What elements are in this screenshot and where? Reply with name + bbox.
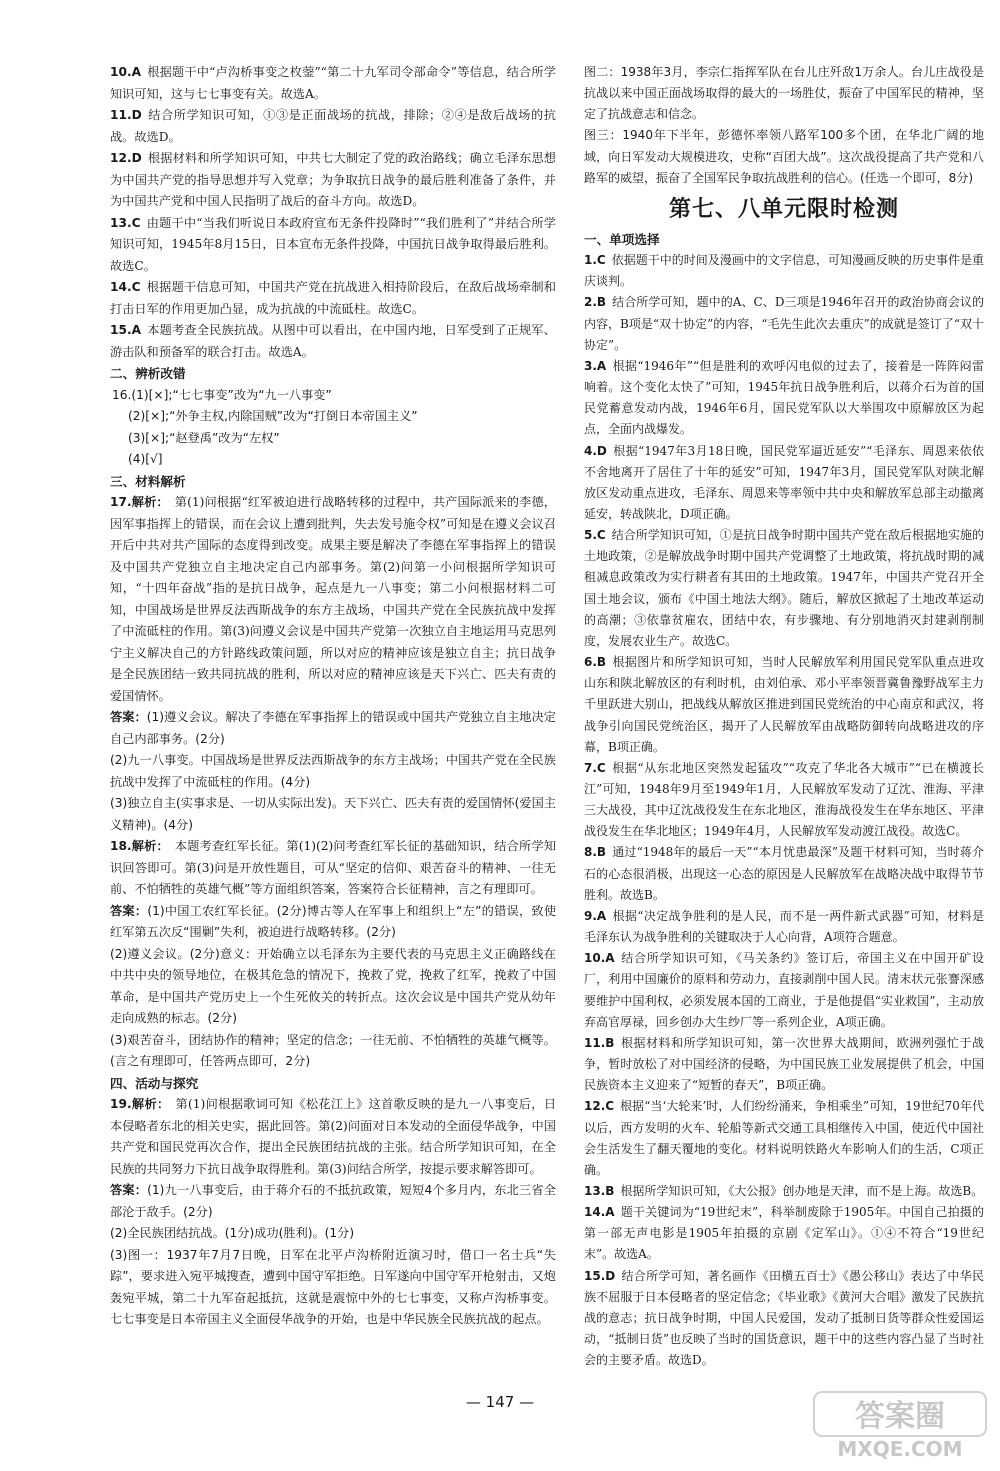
item-text: 结合所学知识可知，①是抗日战争时期中国共产党在敌后根据地实施的土地政策，②是解放战争时期中国共产党调整了土地政策，将抗战时期的减租减息政策改为实行耕者有其田的土地政策。1947年，中国共产党召开全国土地会议，颁布《中国土地法大纲》。随后，解放区掀起了土地改革运动的高潮；③依靠贫雇农，团结中农，有步骤地、有分别地消灭封建剥削制度，发展农业生产。故选C。 [584,528,984,648]
item-text: 根据“决定战争胜利的是人民，而不是一两件新式武器”可知，材料是毛泽东认为战争胜利的关键取决于人心向背，A项符合题意。 [584,908,984,945]
correction-line: 16.(1)[×];“七七事变”改为“九一八事变” [112,387,332,402]
item-number: 18.解析： [110,839,169,853]
item-number: 8.B [584,845,607,860]
answer-paragraph: (3)艰苦奋斗，团结协作的精神；坚定的信念；一往无前、不怕牺牲的英雄气概等。(言之有理即可，任答两点即可，2分) [110,1032,556,1068]
answer-label: 答案： [110,903,148,918]
item-number: 12.C [584,1099,615,1114]
left-column [110,62,556,1331]
item-text: 第(1)问根据歌词可知《松花江上》这首歌反映的是九一八事变后，日本侵略者东北的相关史实，据此回答。第(2)问面对日本发动的全面侵华战争，中国共产党和国民党再次合作，提出全民族团结抗战的主张。结合所学知识可知，在全民族的共同努力下抗日战争取得胜利。第(3)问结合所学，按提示要求解答即可。 [110,1097,557,1176]
answer-item [110,213,556,278]
answer-label: 答案： [110,1183,148,1197]
item-text: 结合所学可知，题中的A、C、D三项是1946年召开的政治协商会议的内容，B项是“双十协定”的内容，“毛先生此次去重庆”的成就是签订了“双十协定”。 [584,295,984,352]
answer-block [110,1180,556,1223]
item-number: 14.C [110,280,141,294]
item-number: 4.D [584,443,607,458]
item-number: 1.C [584,253,606,268]
item-number: 15.A [110,323,142,337]
item-text: 根据题干信息可知，中国共产党在抗战进入相持阶段后，在敌后战场牵制和打击日军的作用更加凸显，成为抗战的中流砥柱。故选C。 [110,280,556,316]
answer-item [584,250,984,292]
item-number: 2.B [584,295,607,310]
answer-paragraph: (2)遵义会议。(2分)意义：开始确立以毛泽东为主要代表的马克思主义正确路线在中共中央的领导地位，在极其危急的情况下，挽救了党，挽救了红军，挽救了中国革命，是中国共产党历史上一个生死攸关的转折点。这次会议是中国共产党从幼年走向成熟的标志。(2分) [110,946,556,1025]
answer-item [110,277,556,320]
item-text: 第(1)问根据“红军被迫进行战略转移的过程中，共产国际派来的李德，因军事指挥上的错误，而在会议上遭到批判，失去发号施令权”可知是在遵义会议召开后中共对共产国际的态度得到改变。成果主要是解决了李德在军事指挥上的错误及中国共产党独立自主地决定自己内部事务。第(2)问第一小问根据所学知识可知，“十四年奋战”指的是抗日战争，起点是九一八事变；第二小问根据材料二可知，中国战场是世界反法西斯战争的东方主战场，中国共产党在全民族抗战中发挥了中流砥柱的作用。第(3)问遵义会议是中国共产党第一次独立自主地运用马克思列宁主义解决自己的方针路线政策问题，所以对应的精神应该是独立自主；抗日战争是全民族团结一致共同抗战的胜利，所以对应的精神应该是天下兴亡、匹夫有责的爱国情怀。 [110,495,556,703]
section-heading: 一、单项选择 [584,231,660,247]
item-number: 5.C [584,528,606,543]
item-number: 13.C [110,215,141,230]
answer-item [110,320,556,363]
item-number: 17.解析： [110,495,169,509]
item-text: 题干关键词为“19世纪末”，科举制废除于1905年。中国自己拍摄的第一部无声电影是1905年拍摄的京剧《定军山》。①④不符合“19世纪末”。故选A。 [584,1205,984,1262]
item-text: 本题考查红军长征。第(1)(2)问考查红军长征的基础知识，结合所学知识回答即可。第(3)问是开放性题目，可从“坚定的信仰、艰苦奋斗的精神、一往无前、不怕牺牲的英雄气概”等方面组织答案，答案符合长征精神，言之有理即可。 [110,839,557,896]
answer-item [110,148,556,213]
item-text: 根据“从东北地区突然发起猛攻”“攻克了华北各大城市”“已在横渡长江”可知，1948年9月至1949年1月，人民解放军发动了辽沈、淮海、平津三大战役，其中辽沈战役发生在东北地区，淮海战役发生在华东地区、平津战役发生在华北地区；1949年4月，人民解放军发动渡江战役。故选C。 [584,760,984,839]
answer-item [110,1094,556,1180]
answer-item [584,525,984,652]
item-number: 9.A [584,908,607,923]
item-number: 12.D [110,151,142,165]
item-text: 本题考查全民族抗战。从图中可以看出，在中国内地，日军受到了正规军、游击队和预备军的联合打击。故选A。 [110,323,556,359]
item-number: 19.解析： [110,1097,170,1111]
answer-item [584,948,984,1033]
answer-item [584,292,984,355]
item-number: 7.C [584,760,606,775]
item-text: 结合所学知识可知，①③是正面战场的抗战，排除；②④是敌后战场的抗战。故选D。 [110,108,556,144]
answer-item [584,441,984,526]
item-number: 11.B [584,1035,615,1050]
right-column [584,62,984,1371]
item-text: 由题干中“当我们听说日本政府宣布无条件投降时”“我们胜利了”并结合所学知识可知，1945年8月15日，日本宣布无条件投降，中国抗日战争取得最后胜利。故选C。 [110,215,556,273]
answer-item [110,836,556,901]
correction-line: (4)[√] [128,452,163,466]
item-text: 根据所学知识可知，《大公报》创办地是天津，而不是上海。故选B。 [620,1183,984,1198]
item-number: 3.A [584,358,607,373]
item-text: 依据题干中的时间及漫画中的文字信息，可知漫画反映的历史事件是重庆谈判。 [584,253,984,289]
answer-item [584,906,984,948]
item-number: 14.A [584,1205,615,1220]
watermark-line2: MXQE.COM [837,1437,963,1461]
watermark-logo [812,1386,988,1464]
answer-block [110,707,556,750]
correction-line: (3)[×];“赵登禹”改为“左权” [128,430,280,445]
item-text: 通过“1948年的最后一天”“本月忧患最深”及题干材料可知，当时蒋介石的心态很消极，出现这一心态的原因是人民解放军在战略决战中取得节节胜利。故选B。 [584,845,984,902]
unit-title: 第七、八单元限时检测 [668,196,899,222]
item-text: 根据题干中“卢沟桥事变之枚蓥”“第二十九军司令部命令”等信息，结合所学知识可知，这与七七事变有关。故选A。 [110,65,556,101]
answer-paragraph: 图三：1940年下半年，彭德怀率领八路军100多个团，在华北广阔的地域，向日军发动大规模进攻，史称“百团大战”。这次战役提高了共产党和八路军的威望，振奋了全国军民争取抗战胜利的信心。(任选一个即可，8分) [584,128,984,185]
answer-item [584,1202,984,1265]
item-text: 根据材料和所学知识可知，第一次世界大战期间，欧洲列强忙于战争，暂时放松了对中国经济的侵略，为中国民族工业发展提供了机会，中国民族资本主义迎来了“短暂的春天”，B项正确。 [584,1035,984,1093]
item-text: 结合所学知识可知，《马关条约》签订后，帝国主义在中国开矿设厂，利用中国廉价的原料和劳动力，直接剥削中国人民。清末状元张謇深感要维护中国利权，必须发展本国的工商业，于是他提倡“实业救国”，主动放弃高官厚禄，回乡创办大生纱厂等一系列企业，A项正确。 [584,951,984,1029]
item-text: 根据图片和所学知识可知，当时人民解放军利用国民党军队重点进攻山东和陕北解放区的有利时机，由刘伯承、邓小平率领晋冀鲁豫野战军主力千里跃进大别山，把战线从解放区推进到国民党统治的中心南京和武汉，将战争引向国民党统治区，揭开了人民解放军由战略防御转向战略进攻的序幕，B项正确。 [584,655,984,754]
answer-item [584,1096,984,1181]
answer-item [584,1033,984,1096]
section-heading: 四、活动与探究 [110,1075,199,1091]
watermark-logo-image [812,1386,988,1464]
section-heading: 二、辨析改错 [110,366,186,381]
answer-item [584,1181,984,1202]
answer-item [584,1266,984,1372]
answer-paragraph: (3)独立自主(实事求是、一切从实际出发)。天下兴亡、匹夫有责的爱国情怀(爱国主义精神)。(4分) [110,796,556,832]
answer-text: (1)九一八事变后，由于蒋介石的不抵抗政策，短短4个多月内，东北三省全部沦于敌手。(2分) [110,1183,556,1219]
item-text: 根据材料和所学知识可知，中共七大制定了党的政治路线；确立毛泽东思想为中国共产党的指导思想并写入党章；为争取抗日战争的最后胜利准备了条件，并为中国共产党和中国人民指明了战后的奋斗方向。故选D。 [110,151,556,208]
answer-label: 答案： [110,710,147,724]
answer-block [110,901,556,944]
answer-item [110,105,556,148]
section-heading: 三、材料解析 [110,473,186,489]
answer-text: (1)中国工农红军长征。(2分)博古等人在军事上和组织上“左”的错误，致使红军第五次反“围剿”失利，被迫进行战略转移。(2分) [110,903,557,939]
item-text: 根据“1947年3月18日晚，国民党军逼近延安”“毛泽东、周恩来依依不舍地离开了居住了十年的延安”可知，1947年3月，国民党军队对陕北解放区发动重点进攻，毛泽东、周恩来等率领中共中央和解放军总部主动撤离延安，转战陕北，D项正确。 [584,443,984,521]
answer-item [110,492,556,707]
page-number: — 147 — [465,1393,535,1411]
answer-item [584,356,984,441]
item-number: 15.D [584,1268,616,1283]
answer-item [110,62,556,105]
answer-item [584,842,984,905]
answer-paragraph: (3)图一：1937年7月7日晚，日军在北平卢沟桥附近演习时，借口一名士兵“失踪”，要求进入宛平城搜查，遭到中国守军拒绝。日军遂向中国守军开枪射击，又炮轰宛平城，第二十九军奋起抵抗，这就是震惊中外的七七事变，又称卢沟桥事变。七七事变是日本帝国主义全面侵华战争的开始，也是中华民族全民族抗战的起点。 [110,1247,556,1326]
item-number: 10.A [584,951,615,966]
answer-paragraph: (2)九一八事变。中国战场是世界反法西斯战争的东方主战场；中国共产党在全民族抗战中发挥了中流砥柱的作用。(4分) [110,753,556,789]
correction-line: (2)[×];“外争主权,内除国贼”改为“打倒日本帝国主义” [128,409,418,423]
item-number: 13.B [584,1183,615,1198]
item-number: 6.B [584,655,607,670]
item-number: 11.D [110,108,142,122]
item-text: 根据“1946年”“但是胜利的欢呼闪电似的过去了，接着是一阵阵闷雷响着。这个变化太快了”可知，1945年抗日战争胜利后，以蒋介石为首的国民党蓄意发动内战，1946年6月，国民党军队以大举围攻中原解放区为起点，全面内战爆发。 [584,358,984,437]
right-column-top [584,62,984,189]
answer-paragraph: 图二：1938年3月，李宗仁指挥军队在台儿庄歼敌1万余人。台儿庄战役是抗战以来中国正面战场取得的最大的一场胜仗，振奋了中国军民的精神，坚定了抗战意志和信念。 [584,65,984,122]
answer-paragraph: (2)全民族团结抗战。(1分)成功(胜利)。(1分) [110,1226,355,1240]
watermark-line1: 答案圈 [855,1399,945,1434]
right-column-body [584,229,984,1371]
answer-item [584,758,984,843]
answer-text: (1)遵义会议。解决了李德在军事指挥上的错误或中国共产党独立自主地决定自己内部事务。(2分) [110,710,556,746]
item-number: 10.A [110,65,142,79]
answer-item [584,652,984,758]
item-text: 结合所学可知，著名画作《田横五百士》《愚公移山》表达了中华民族不屈服于日本侵略者的坚定信念；《毕业歌》《黄河大合唱》激发了民族抗战的意志；抗日战争时期，中国人民爱国，发动了抵制日货等群众性爱国运动，“抵制日货”也反映了当时的国货意识，题干中的这些内容凸显了当时社会的主要矛盾。故选D。 [584,1268,984,1368]
item-text: 根据“当‘大轮来’时，人们纷纷涌来，争相乘坐”可知，19世纪70年代以后，西方发明的火车、轮船等新式交通工具相继传入中国，使近代中国社会生活发生了翻天覆地的变化。材料说明铁路火车影响人们的生活，C项正确。 [584,1099,984,1177]
